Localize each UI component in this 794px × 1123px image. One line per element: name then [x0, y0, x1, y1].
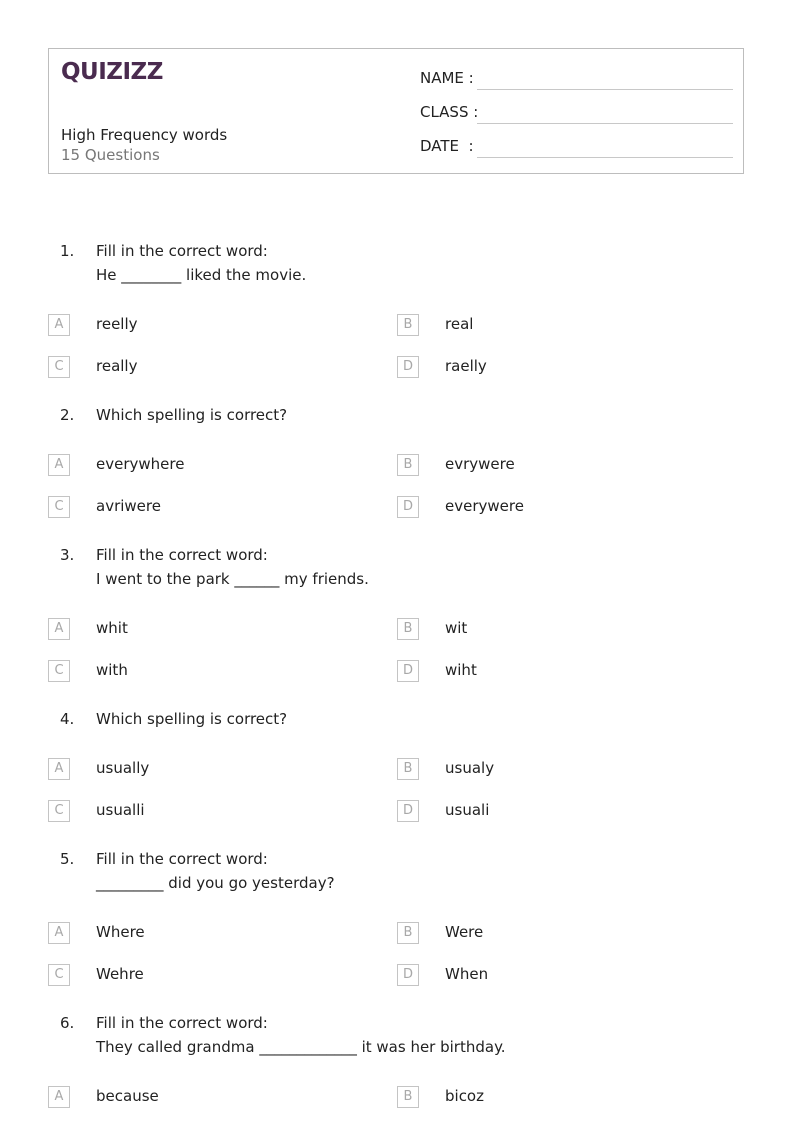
option-text: bicoz — [445, 1087, 484, 1105]
question-count: 15 Questions — [61, 146, 160, 164]
option-text: real — [445, 315, 474, 333]
option-text: Where — [96, 923, 145, 941]
option-letter: A — [48, 454, 70, 476]
option-letter: B — [397, 1086, 419, 1108]
question-number: 2. — [60, 406, 75, 424]
class-line[interactable] — [477, 123, 733, 124]
option-letter: B — [397, 618, 419, 640]
quizizz-logo: QUIZIZZ — [61, 59, 163, 85]
option-letter: C — [48, 800, 70, 822]
question-prompt: Fill in the correct word: — [96, 546, 268, 564]
option-letter: D — [397, 964, 419, 986]
class-label: CLASS : — [420, 103, 479, 121]
option-text: usually — [96, 759, 150, 777]
question-number: 3. — [60, 546, 75, 564]
option-letter: B — [397, 922, 419, 944]
option-text: wit — [445, 619, 468, 637]
name-line[interactable] — [477, 89, 733, 90]
option-text: evrywere — [445, 455, 515, 473]
option-text: Were — [445, 923, 484, 941]
option-letter: A — [48, 922, 70, 944]
option-text: wiht — [445, 661, 477, 679]
question-sentence: He ________ liked the movie. — [96, 266, 307, 284]
option-letter: C — [48, 496, 70, 518]
question-prompt: Fill in the correct word: — [96, 242, 268, 260]
question-prompt: Which spelling is correct? — [96, 406, 288, 424]
option-letter: A — [48, 618, 70, 640]
option-text: avriwere — [96, 497, 161, 515]
option-text: usualy — [445, 759, 495, 777]
option-letter: D — [397, 800, 419, 822]
option-text: usuali — [445, 801, 490, 819]
question-number: 6. — [60, 1014, 75, 1032]
option-text: everywere — [445, 497, 524, 515]
question-sentence: I went to the park ______ my friends. — [96, 570, 369, 588]
worksheet-title: High Frequency words — [61, 126, 228, 144]
question-number: 4. — [60, 710, 75, 728]
option-letter: D — [397, 356, 419, 378]
worksheet-header — [48, 48, 744, 174]
option-text: usualli — [96, 801, 145, 819]
option-letter: A — [48, 1086, 70, 1108]
name-label: NAME : — [420, 69, 474, 87]
question-prompt: Fill in the correct word: — [96, 850, 268, 868]
option-text: raelly — [445, 357, 487, 375]
question-number: 5. — [60, 850, 75, 868]
option-letter: B — [397, 454, 419, 476]
question-prompt: Which spelling is correct? — [96, 710, 288, 728]
option-letter: C — [48, 356, 70, 378]
question-number: 1. — [60, 242, 75, 260]
option-letter: B — [397, 314, 419, 336]
option-text: reelly — [96, 315, 138, 333]
option-text: because — [96, 1087, 159, 1105]
option-text: everywhere — [96, 455, 185, 473]
option-letter: D — [397, 496, 419, 518]
option-letter: A — [48, 314, 70, 336]
date-line[interactable] — [477, 157, 733, 158]
question-prompt: Fill in the correct word: — [96, 1014, 268, 1032]
question-sentence: They called grandma _____________ it was her birthday. — [96, 1038, 506, 1056]
option-text: whit — [96, 619, 128, 637]
option-letter: D — [397, 660, 419, 682]
option-letter: C — [48, 660, 70, 682]
option-text: really — [96, 357, 138, 375]
option-text: Wehre — [96, 965, 144, 983]
option-letter: A — [48, 758, 70, 780]
date-label: DATE : — [420, 137, 474, 155]
option-text: When — [445, 965, 489, 983]
option-letter: C — [48, 964, 70, 986]
option-letter: B — [397, 758, 419, 780]
question-sentence: _________ did you go yesterday? — [96, 874, 335, 892]
option-text: with — [96, 661, 128, 679]
